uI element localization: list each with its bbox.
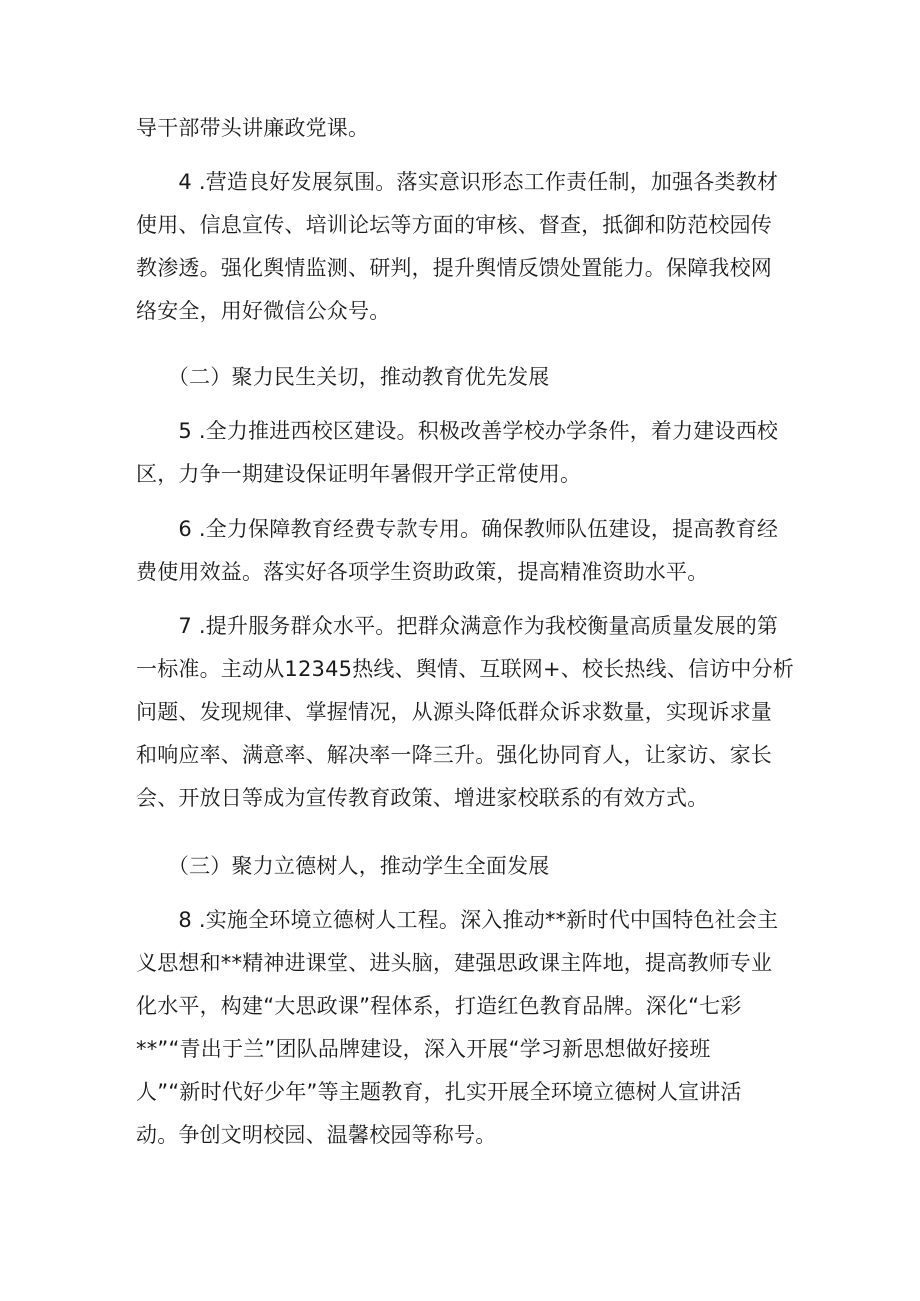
text-line: 区，力争一期建设保证明年暑假开学正常使用。: [136, 462, 582, 486]
text-line: 8 .实施全环境立德树人工程。深入推动**新时代中国特色社会主: [136, 908, 779, 932]
text-line: 费使用效益。落实好各项学生资助政策，提高精准资助水平。: [136, 560, 709, 584]
text-line: 义思想和**精神进课堂、进头脑，建强思政课主阵地，提高教师专业: [136, 951, 773, 975]
text-line: 7 .提升服务群众水平。把群众满意作为我校衡量高质量发展的第: [136, 614, 779, 638]
section-heading: （三）聚力立德树人，推动学生全面发展: [136, 854, 550, 878]
text-line: 化水平，构建“大思政课”程体系，打造红色教育品牌。深化“七彩: [136, 994, 742, 1018]
section-heading-2: [136, 356, 786, 399]
section-heading: （二）聚力民生关切，推动教育优先发展: [136, 365, 550, 389]
paragraph-continuation: [136, 107, 786, 150]
paragraph-item-7: [136, 605, 794, 820]
text-line: 导干部带头讲廉政党课。: [136, 116, 370, 140]
text-line: 使用、信息宣传、培训论坛等方面的审核、督查，抵御和防范校园传: [136, 213, 772, 237]
paragraph-item-4: [136, 161, 786, 333]
text-line: 络安全，用好微信公众号。: [136, 299, 391, 323]
text-line: 一标准。主动从12345热线、舆情、互联网+、校长热线、信访中分析: [136, 657, 794, 681]
section-heading-3: [136, 845, 786, 888]
text-line: 动。争创文明校园、温馨校园等称号。: [136, 1123, 497, 1147]
text-line: 问题、发现规律、掌握情况，从源头降低群众诉求数量，实现诉求量: [136, 700, 772, 724]
text-line: 6 .全力保障教育经费专款专用。确保教师队伍建设，提高教育经: [136, 517, 779, 541]
paragraph-item-6: [136, 508, 786, 594]
paragraph-item-5: [136, 410, 786, 496]
text-line: 和响应率、满意率、解决率一降三升。强化协同育人，让家访、家长: [136, 743, 772, 767]
text-line: 5 .全力推进西校区建设。积极改善学校办学条件，着力建设西校: [136, 419, 779, 443]
text-line: 4 .营造良好发展氛围。落实意识形态工作责任制，加强各类教材: [136, 170, 779, 194]
text-line: 教渗透。强化舆情监测、研判，提升舆情反馈处置能力。保障我校网: [136, 256, 772, 280]
text-line: 人”“新时代好少年”等主题教育，扎实开展全环境立德树人宣讲活: [136, 1080, 742, 1104]
paragraph-item-8: [136, 899, 786, 1157]
text-line: 会、开放日等成为宣传教育政策、增进家校联系的有效方式。: [136, 786, 709, 810]
text-line: **”“青出于兰”团队品牌建设，深入开展“学习新思想做好接班: [136, 1037, 711, 1061]
